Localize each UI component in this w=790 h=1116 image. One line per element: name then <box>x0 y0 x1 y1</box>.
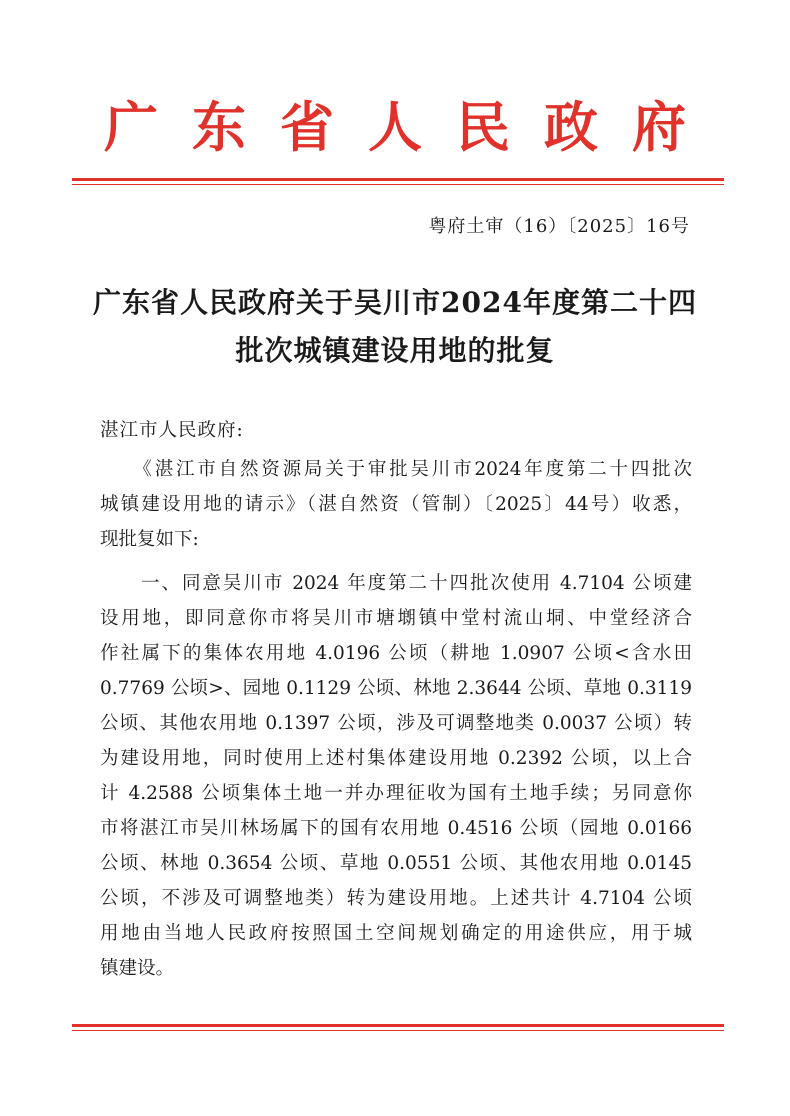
paragraph-line: 设用地，即同意你市将吴川市塘㙟镇中堂村流山垌、中堂经济合 <box>100 608 692 629</box>
paragraph-2 <box>100 566 692 986</box>
paragraph-line: 公顷、其他农用地 0.1397 公顷，涉及可调整地类 0.0037 公顷）转 <box>100 713 692 734</box>
paragraph-line: 《湛江市自然资源局关于审批吴川市2024年度第二十四批次 <box>100 459 692 480</box>
paragraph-line: 现批复如下: <box>100 529 199 550</box>
paragraph-line: 一、同意吴川市 2024 年度第二十四批次使用 4.7104 公顷建 <box>100 573 692 594</box>
paragraph-line: 市将湛江市吴川林场属下的国有农用地 0.4516 公顷（园地 0.0166 <box>100 818 692 839</box>
paragraph-line: 镇建设。 <box>100 958 175 979</box>
issuer-masthead: 广东省人民政府 <box>104 95 720 159</box>
document-title-line-2: 批次城镇建设用地的批复 <box>235 334 555 367</box>
paragraph-line: 公顷，不涉及可调整地类）转为建设用地。上述共计 4.7104 公顷 <box>100 888 692 909</box>
header-red-rule <box>72 178 724 185</box>
footer-red-rule <box>72 1024 724 1031</box>
document-number: 粤府土审（16）〔2025〕16号 <box>428 216 690 237</box>
addressee: 湛江市人民政府: <box>100 420 244 441</box>
paragraph-line: 用地由当地人民政府按照国土空间规划确定的用途供应，用于城 <box>100 923 692 944</box>
paragraph-line: 为建设用地，同时使用上述村集体建设用地 0.2392 公顷，以上合 <box>100 748 692 769</box>
document-title-line-1: 广东省人民政府关于吴川市2024年度第二十四 <box>93 286 697 319</box>
paragraph-line: 计 4.2588 公顷集体土地一并办理征收为国有土地手续；另同意你 <box>100 783 692 804</box>
paragraph-1 <box>100 452 692 557</box>
paragraph-line: 作社属下的集体农用地 4.0196 公顷（耕地 1.0907 公顷<含水田 <box>100 643 692 664</box>
paragraph-line: 公顷、林地 0.3654 公顷、草地 0.0551 公顷、其他农用地 0.0145 <box>100 853 692 874</box>
paragraph-line: 0.7769 公顷>、园地 0.1129 公顷、林地 2.3644 公顷、草地 0.3119 <box>100 678 692 699</box>
paragraph-line: 城镇建设用地的请示》（湛自然资（管制）〔2025〕44号）收悉， <box>100 494 692 515</box>
